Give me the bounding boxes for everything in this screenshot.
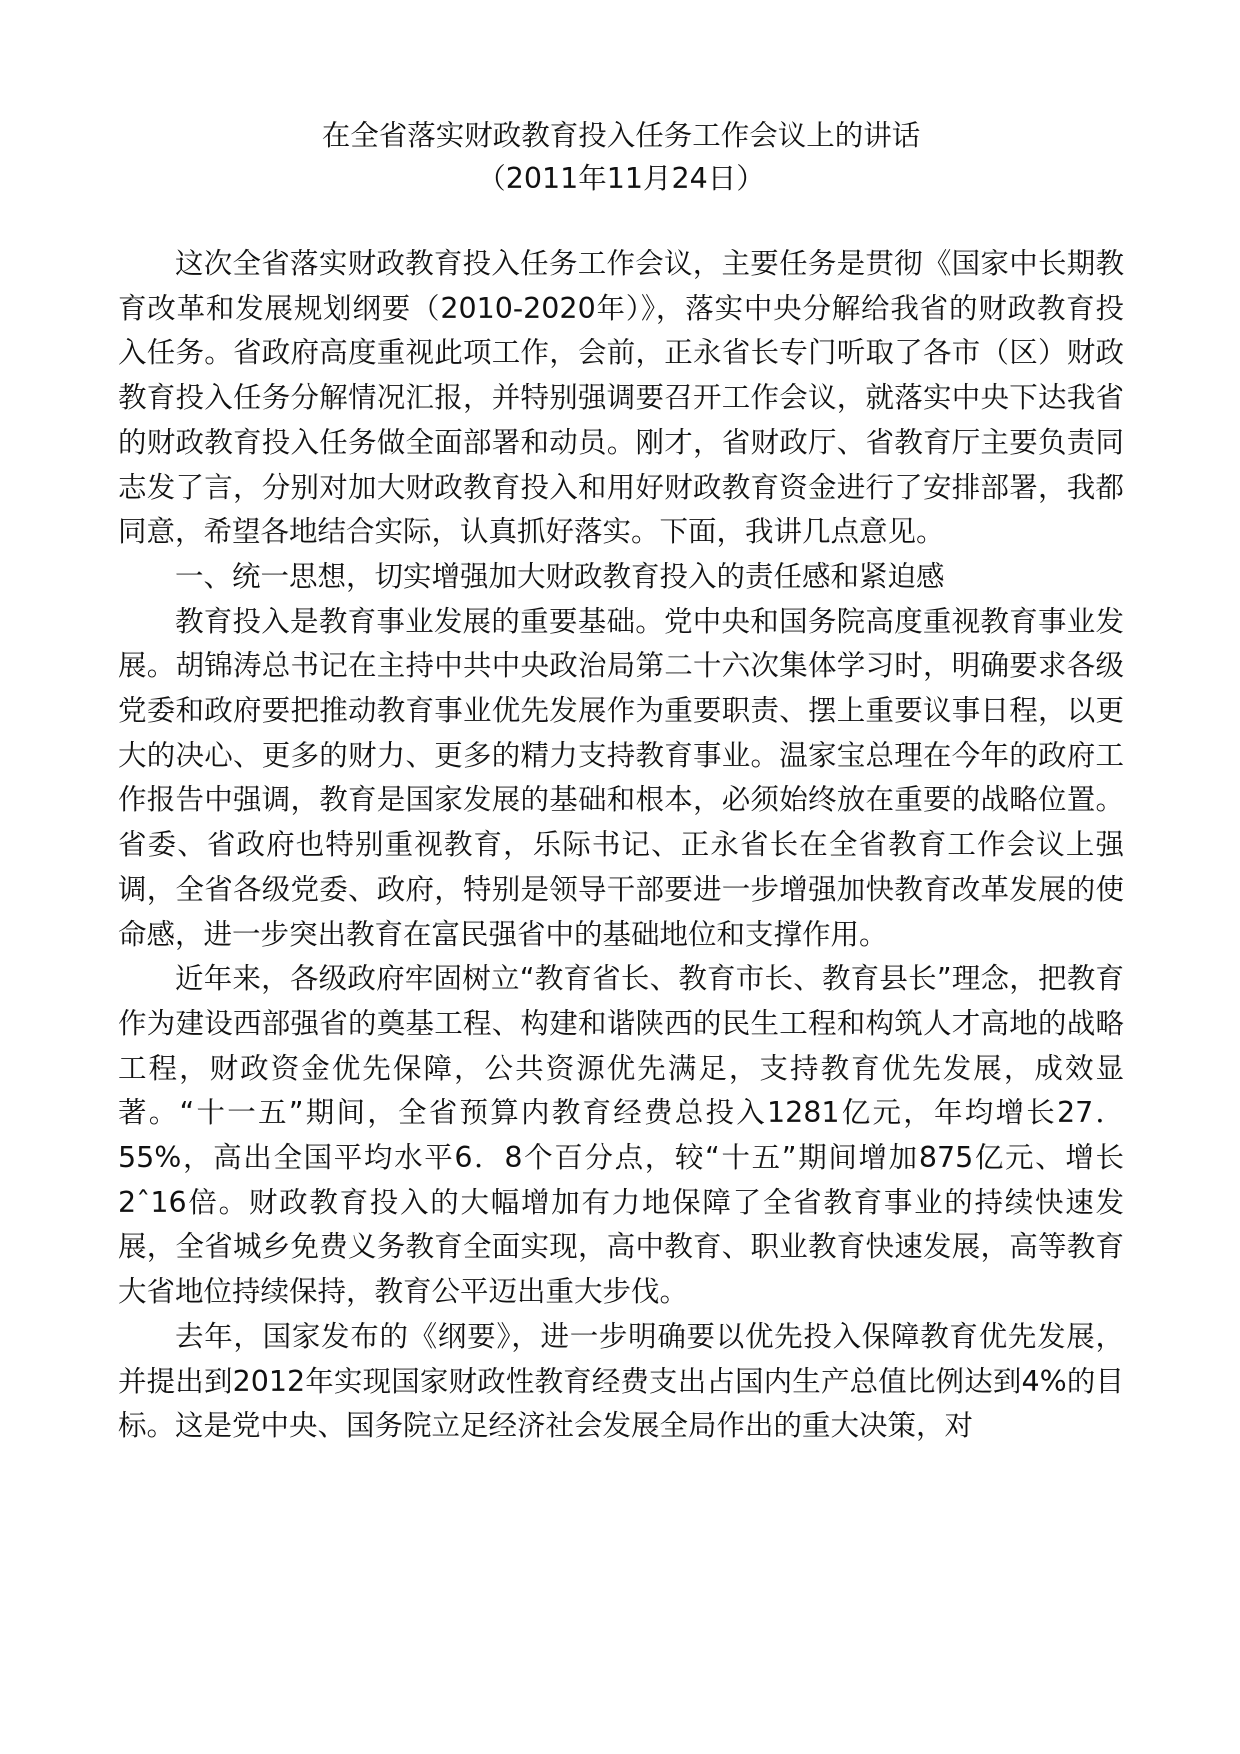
section-heading-1: 一、统一思想，切实增强加大财政教育投入的责任感和紧迫感: [175, 559, 945, 593]
document-date: （2011年11月24日）: [477, 162, 765, 195]
paragraph-investment-basis: 教育投入是教育事业发展的重要基础。党中央和国务院高度重视教育事业发展。胡锦涛总书记在主持中共中央政治局第二十六次集体学习时，明确要求各级党委和政府要把推动教育事业优先发展作为重要职责、摆上重要议事日程，以更大的决心、更多的财力、更多的精力支持教育事业。温家宝总理在今年的政府工作报告中强调，教育是国家发展的基础和根本，必须始终放在重要的战略位置。省委、省政府也特别重视教育，乐际书记、正永省长在全省教育工作会议上强调，全省各级党委、政府，特别是领导干部要进一步增强加快教育改革发展的使命感，进一步突出教育在富民强省中的基础地位和支撑作用。: [118, 604, 1124, 951]
paragraph-intro: 这次全省落实财政教育投入任务工作会议，主要任务是贯彻《国家中长期教育改革和发展规划纲要（2010-2020年）》，落实中央分解给我省的财政教育投入任务。省政府高度重视此项工作，会前，正永省长专门听取了各市（区）财政教育投入任务分解情况汇报，并特别强调要召开工作会议，就落实中央下达我省的财政教育投入任务做全面部署和动员。刚才，省财政厅、省教育厅主要负责同志发了言，分别对加大财政教育投入和用好财政教育资金进行了安排部署，我都同意，希望各地结合实际，认真抓好落实。下面，我讲几点意见。: [118, 247, 1124, 549]
paragraph-last-year: 去年，国家发布的《纲要》，进一步明确要以优先投入保障教育优先发展，并提出到2012年实现国家财政性教育经费支出占国内生产总值比例达到4%的目标。这是党中央、国务院立足经济社会发展全局作出的重大决策，对: [118, 1319, 1124, 1443]
document-title: 在全省落实财政教育投入任务工作会议上的讲话: [321, 119, 921, 152]
document-page: [118, 114, 1124, 1449]
paragraph-recent-years: 近年来，各级政府牢固树立“教育省长、教育市长、教育县长”理念，把教育作为建设西部强省的奠基工程、构建和谐陕西的民生工程和构筑人才高地的战略工程，财政资金优先保障，公共资源优先满足，支持教育优先发展，成效显著。“十一五”期间，全省预算内教育经费总投入1281亿元，年均增长27．55%，高出全国平均水平6．8个百分点，较“十五”期间增加875亿元、增长2ˆ16倍。财政教育投入的大幅增加有力地保障了全省教育事业的持续快速发展，全省城乡免费义务教育全面实现，高中教育、职业教育快速发展，高等教育大省地位持续保持，教育公平迈出重大步伐。: [118, 962, 1124, 1309]
